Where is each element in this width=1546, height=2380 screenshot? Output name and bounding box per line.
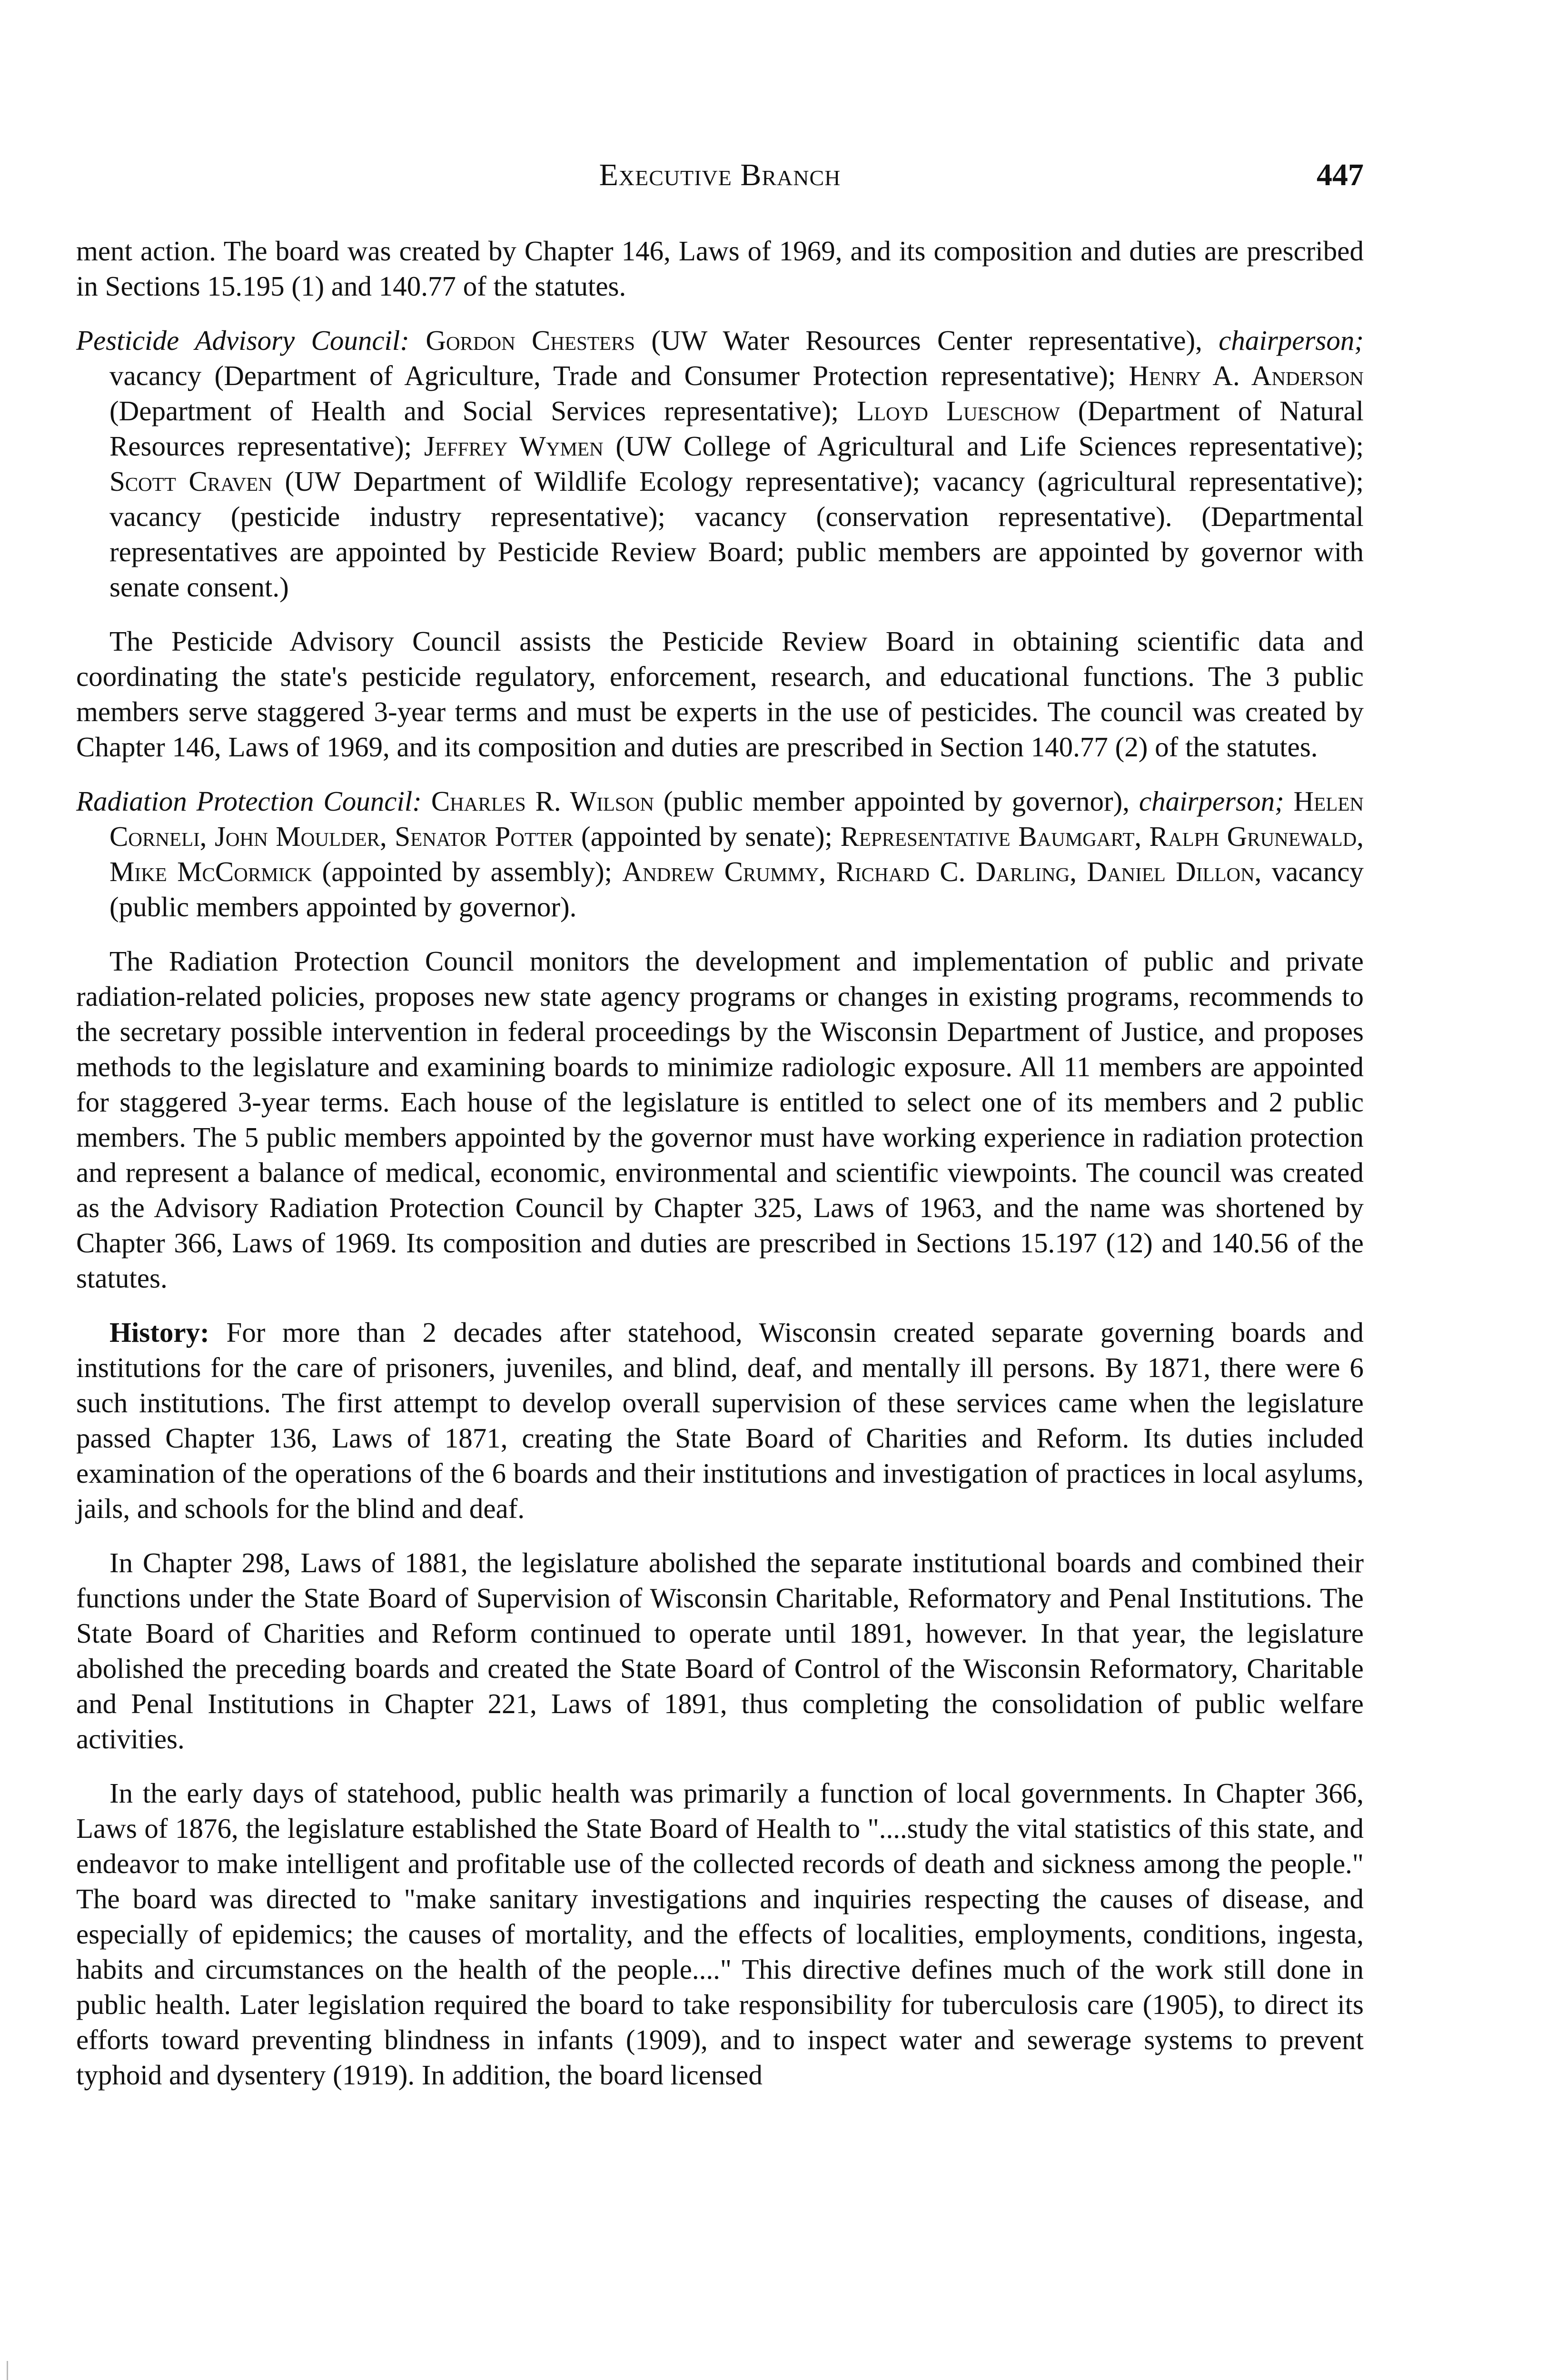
member-name: Helen Corneli, John Moulder, Senator Potter [109,785,1364,852]
member-text: (appointed by assembly); [312,856,623,887]
document-page [76,157,1364,2112]
running-title: Executive Branch [599,158,841,192]
public-health-paragraph: In the early days of statehood, public health was primarily a function of local governments. In Chapter 366, Laws of 1876, the legislature established the State Board of Health to "....study the vital statistics of this state, and endeavor to make intelligent and profitable use of the collected records of death and sickness among the people." The board was directed to "make sanitary investigations and inquiries respecting the causes of disease, and especially of epidemics; the causes of mortality, and the effects of localities, employments, conditions, ingesta, habits and circumstances on the health of the people...." This directive defines much of the work still done in public health. Later legislation required the board to take responsibility for tuberculosis care (1905), to direct its efforts toward preventing blindness in infants (1909), and to inspect water and sewerage systems to prevent typhoid and dysentery (1919). In addition, the board licensed [76,1777,1364,2091]
member-text: (Department of Health and Social Services representative); [109,395,857,426]
radiation-protection-council-members [76,783,1364,924]
member-text: (UW College of Agricultural and Life Sciences representative); [603,430,1364,462]
member-name: Gordon Chesters [426,325,635,356]
member-name: Jeffrey Wymen [424,430,604,462]
member-text: (UW Department of Wildlife Ecology representative); vacancy (agricultural representative); vacancy (pesticide industry representative); vacancy (conservation representative). (Departmental representatives are appointed by Pesticide Review Board; public members are appointed by governor with senate consent.) [109,466,1364,603]
history-paragraph-1881: In Chapter 298, Laws of 1881, the legislature abolished the separate institutional boards and combined their functions under the State Board of Supervision of Wisconsin Charitable, Reformatory and Penal Institutions. The State Board of Charities and Reform continued to operate until 1891, however. In that year, the legislature abolished the preceding boards and created the State Board of Control of the Wisconsin Reformatory, Charitable and Penal Institutions in Chapter 221, Laws of 1891, thus completing the consolidation of public welfare activities. [76,1547,1364,1755]
member-name: Henry A. Anderson [1129,360,1364,391]
member-name: Andrew Crummy, Richard C. Darling, Daniel Dillon, [622,856,1262,887]
page-number: 447 [1317,158,1364,192]
history-label: History: [109,1317,209,1348]
radiation-council-description: The Radiation Protection Council monitors the development and implementation of public and private radiation-related policies, proposes new state agency programs or changes in existing programs, recommends to the secretary possible intervention in federal proceedings by the Wisconsin Department of Justice, and proposes methods to the legislature and examining boards to minimize radiologic exposure. All 11 members are appointed for staggered 3-year terms. Each house of the legislature is entitled to select one of its members and 2 public members. The 5 public members appointed by the governor must have working experience in radiation protection and represent a balance of medical, economic, environmental and scientific viewpoints. The council was created as the Advisory Radiation Protection Council by Chapter 325, Laws of 1963, and the name was shortened by Chapter 366, Laws of 1969. Its composition and duties are prescribed in Sections 15.197 (12) and 140.56 of the statutes. [76,945,1364,1294]
chair-label: chairperson; [1219,325,1364,356]
history-paragraph [76,1315,1364,1526]
member-text: (UW Water Resources Center representative), [635,325,1219,356]
member-text: vacancy (public members appointed by governor). [109,856,1364,922]
history-text: For more than 2 decades after statehood, Wisconsin created separate governing boards and institutions for the care of prisoners, juveniles, and blind, deaf, and mentally ill persons. By 1871, there were 6 such institutions. The first attempt to develop overall supervision of these services came when the legislature passed Chapter 136, Laws of 1871, creating the State Board of Charities and Reform. Its duties included examination of the operations of the 6 boards and their institutions and investigation of practices in local asylums, jails, and schools for the blind and deaf. [76,1317,1364,1524]
pesticide-council-description: The Pesticide Advisory Council assists the Pesticide Review Board in obtaining scientific data and coordinating the state's pesticide regulatory, enforcement, research, and educational functions. The 3 public members serve staggered 3-year terms and must be experts in the use of pesticides. The council was created by Chapter 146, Laws of 1969, and its composition and duties are prescribed in Section 140.77 (2) of the statutes. [76,625,1364,763]
running-header [76,157,1364,200]
member-text: vacancy (Department of Agriculture, Trade and Consumer Protection representative); [109,360,1129,391]
member-text: (appointed by senate); [573,821,841,852]
member-name: Representative Baumgart, Ralph Grunewald, Mike McCormick [109,821,1364,887]
member-name: Charles R. Wilson [431,785,654,817]
scan-margin-mark [7,2361,8,2380]
council-label: Radiation Protection Council: [76,785,422,817]
member-name: Lloyd Lueschow [857,395,1060,426]
member-text [1284,785,1294,817]
pesticide-advisory-council-members [76,323,1364,605]
member-name: Scott Craven [109,466,272,497]
member-text: (public member appointed by governor), [654,785,1139,817]
paragraph-continuation: ment action. The board was created by Chapter 146, Laws of 1969, and its composition and duties are prescribed in Sections 15.195 (1) and 140.77 of the statutes. [76,235,1364,302]
member-text: (Department of Natural Resources representative); [109,395,1364,462]
council-label: Pesticide Advisory Council: [76,325,410,356]
chair-label: chairperson; [1139,785,1284,817]
